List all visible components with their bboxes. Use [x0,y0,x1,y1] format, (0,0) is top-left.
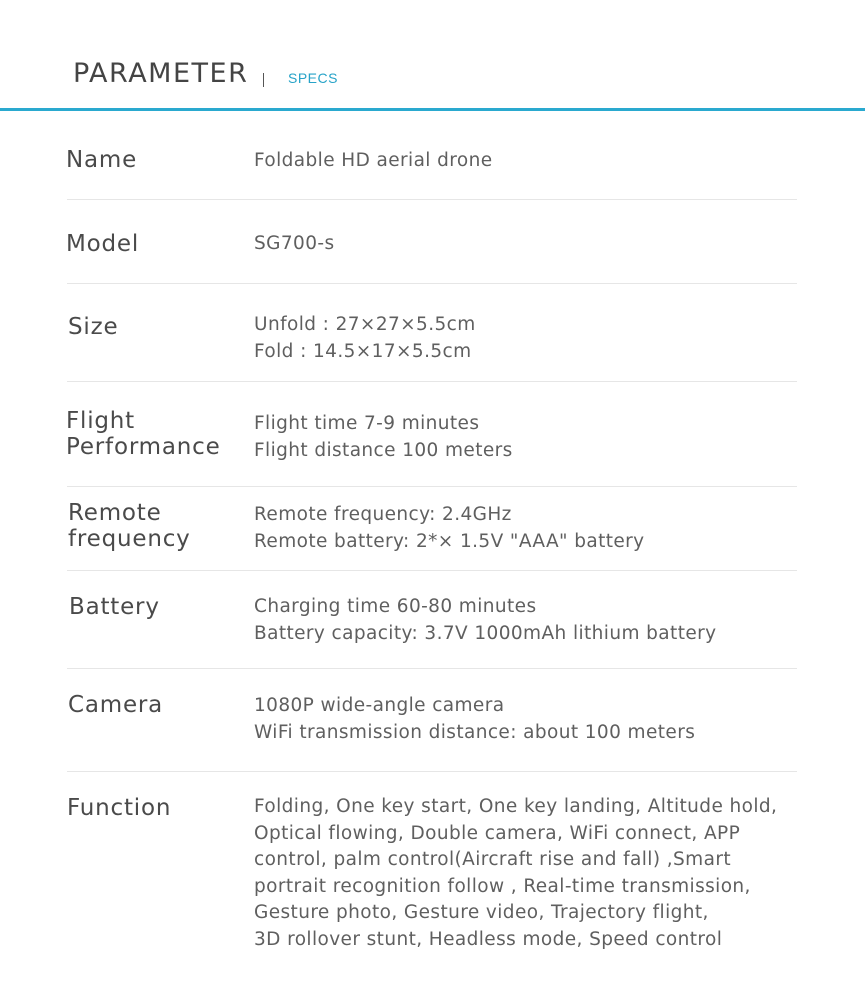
spec-value-line: Folding, One key start, One key landing, Altitude hold, [254,796,778,817]
page-title: PARAMETER [73,58,249,89]
spec-label [66,147,137,173]
spec-label [69,594,160,620]
spec-label-line: Battery [69,594,160,620]
spec-label-line: Camera [68,692,164,718]
section-header [0,0,865,112]
spec-value-line: Fold : 14.5×17×5.5cm [254,340,472,362]
spec-label [66,408,221,460]
spec-value [254,502,645,555]
row-divider [67,486,797,487]
spec-label-line: Name [66,147,138,173]
spec-value-line: Foldable HD aerial drone [254,150,493,171]
spec-value-line: WiFi transmission distance: about 100 meters [254,721,696,743]
spec-value [254,312,476,365]
spec-label [68,692,163,718]
spec-value [254,594,717,647]
spec-value-line: Flight distance 100 meters [254,439,513,461]
spec-value-line: control, palm control(Aircraft rise and fall) ,Smart [254,849,731,870]
spec-label-line: Function [67,795,172,821]
spec-value-line: Gesture photo, Gesture video, Trajectory flight, [254,902,709,923]
spec-value-line: 1080P wide-angle camera [254,695,505,716]
row-divider [67,283,797,284]
spec-label [68,314,118,340]
spec-label-line: Flight [66,408,136,434]
spec-value-line: Optical flowing, Double camera, WiFi connect, APP [254,822,741,844]
spec-value-line: Unfold : 27×27×5.5cm [254,314,476,335]
spec-value [254,231,335,258]
spec-label [68,500,191,552]
spec-value [254,794,777,953]
row-divider [67,570,797,571]
spec-value-line: portrait recognition follow , Real-time transmission, [254,875,751,897]
spec-label-line: Remote [68,500,162,526]
spec-value-line: SG700-s [254,233,335,254]
row-divider [67,771,797,772]
page-subtitle: SPECS [288,70,338,86]
row-divider [67,199,797,200]
spec-value-line: Flight time 7-9 minutes [254,413,480,434]
spec-label-line: frequency [68,526,191,552]
header-accent-rule [0,108,865,111]
spec-value-line: 3D rollover stunt, Headless mode, Speed control [254,928,723,950]
spec-value [254,411,513,464]
spec-label [66,231,139,257]
spec-value-line: Charging time 60-80 minutes [254,596,537,617]
row-divider [67,668,797,669]
spec-value [254,148,493,175]
spec-value-line: Remote frequency: 2.4GHz [254,504,512,525]
row-divider [67,381,797,382]
spec-label [67,795,171,821]
title-separator [263,73,264,87]
spec-value [254,693,695,746]
spec-value-line: Battery capacity: 3.7V 1000mAh lithium battery [254,622,717,644]
spec-label-line: Performance [66,434,221,460]
spec-value-line: Remote battery: 2*× 1.5V "AAA" battery [254,530,645,552]
spec-label-line: Model [66,231,140,257]
spec-label-line: Size [68,314,119,340]
